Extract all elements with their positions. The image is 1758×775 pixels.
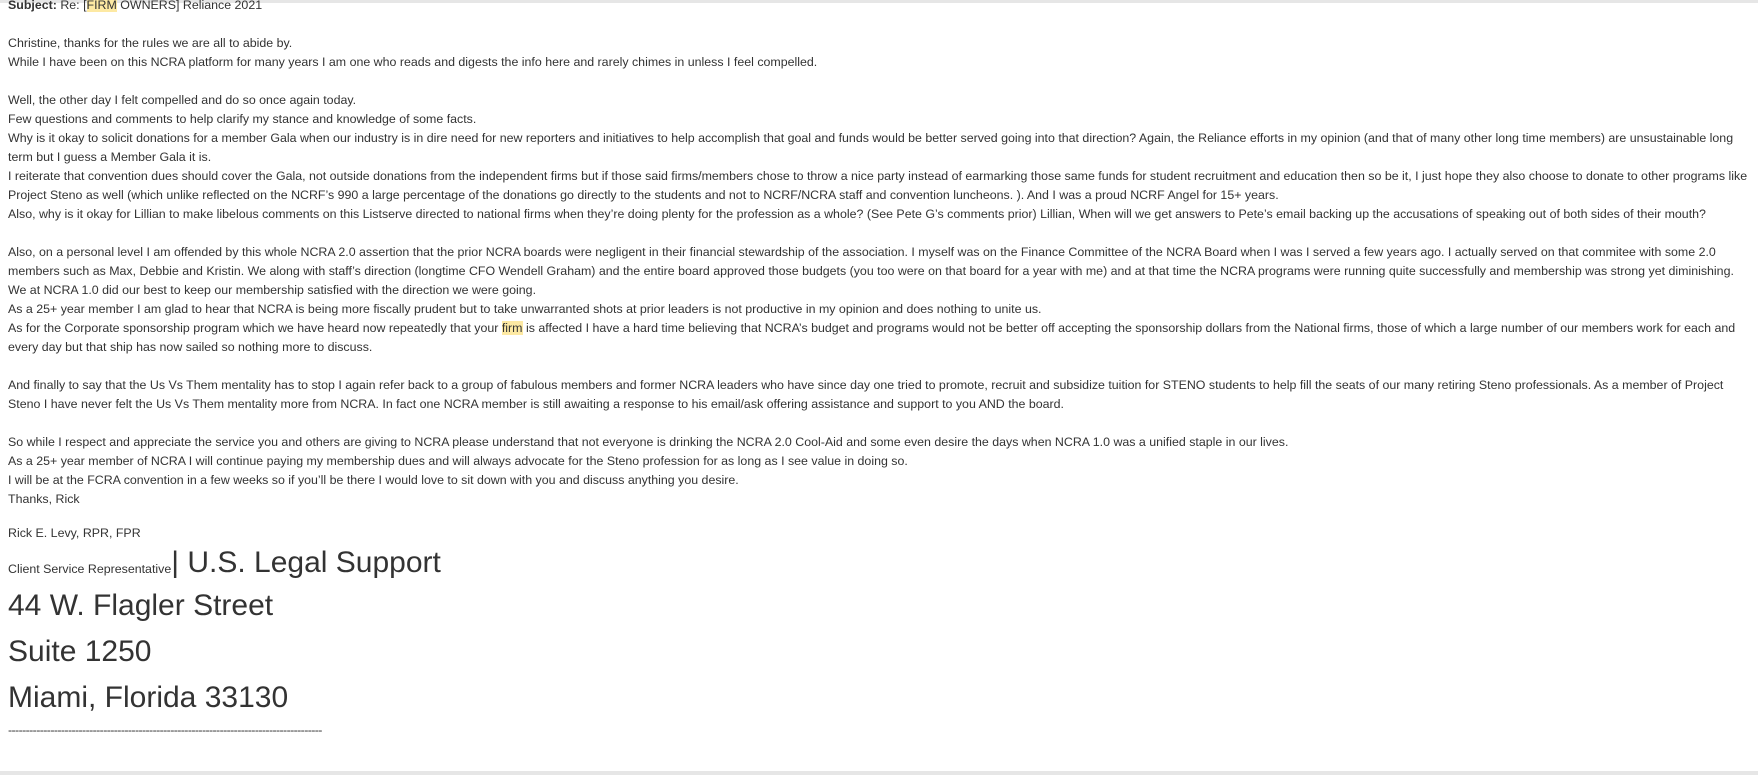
body-paragraph: Why is it okay to solicit donations for a member Gala when our industry is in dire need for new reporters and initiatives to help accomplish that goal and funds would be better served going into that direction? Again, the Reliance efforts in my opinion (and that of many other long time members) are unsustainable long term but I guess a Member Gala it is.	[8, 131, 1734, 164]
body-paragraph: Also, why is it okay for Lillian to make libelous comments on this Listserve directed to national firms when they’re doing plenty for the profession as a whole? (See Pete G’s comments prior) Lillian, When will we get answers to Pete’s email backing up the accusations of speaking out of both sides of their mouth?	[8, 207, 1706, 221]
body-line: Well, the other day I felt compelled and do so once again today.	[8, 93, 357, 107]
body-paragraph: Also, on a personal level I am offended by this whole NCRA 2.0 assertion that the prior NCRA boards were negligent in their financial stewardship of the association. I myself was on the Finance Committee of the NCRA Board when I was I served a few years ago. I actually served on that commitee with some 2.0 members such as Max, Debbie and Kristin. We along with staff’s direction (longtime CFO Wendell Graham) and the entire board approved those budgets (you too were on that board for a year with me) and at that time the NCRA programs were running quite successfully and membership was strong yet diminishing. We at NCRA 1.0 did our best to keep our membership satisfied with the direction we were going.	[8, 245, 1734, 297]
signature-name: Rick E. Levy, RPR, FPR	[8, 526, 141, 540]
body-text: As for the Corporate sponsorship program which we have heard now repeatedly that your	[8, 321, 502, 335]
body-line: While I have been on this NCRA platform for many years I am one who reads and digests the info here and rarely chimes in unless I feel compelled.	[8, 55, 818, 69]
body-line: So while I respect and appreciate the service you and others are giving to NCRA please understand that not everyone is drinking the NCRA 2.0 Cool-Aid and some even desire the days when NCRA 1.0 was a unified staple in our lives.	[8, 435, 1289, 449]
body-paragraph: I reiterate that convention dues should cover the Gala, not outside donations from the independent firms but if those said firms/members chose to throw a nice party instead of earmarking those same funds for student recruitment and education then so be it, I just hope they also choose to donate to other programs like Project Steno as well (which unlike reflected on the NCRF’s 990 a large percentage of the donations go directly to the students and not to NCRF/NCRA staff and convention luncheons. ). And I was a proud NCRF Angel for 15+ years.	[8, 169, 1748, 202]
body-line: Christine, thanks for the rules we are all to abide by.	[8, 36, 293, 50]
body-paragraph: And finally to say that the Us Vs Them mentality has to stop I again refer back to a group of fabulous members and former NCRA leaders who have since day one tried to promote, recruit and subsidize tuition for STENO students to help fill the seats of our many retiring Steno professionals. As a member of Project Steno I have never felt the Us Vs Them mentality more from NCRA. In fact one NCRA member is still awaiting a response to his email/ask offering assistance and support to you AND the board.	[8, 378, 1724, 411]
signature-role: Client Service Representative	[8, 562, 172, 576]
body-paragraph	[8, 319, 1753, 357]
body-line: As a 25+ year member of NCRA I will continue paying my membership dues and will always advocate for the Steno profession for as long as I see value in doing so.	[8, 454, 908, 468]
body-line: As a 25+ year member I am glad to hear that NCRA is being more fiscally prudent but to take unwarranted shots at prior leaders is not productive in my opinion and does nothing to unite us.	[8, 302, 1042, 316]
blank-line	[8, 72, 1753, 91]
blank-line	[8, 224, 1753, 243]
signature-address-street: 44 W. Flagler Street	[8, 589, 274, 622]
signature-address-city: Miami, Florida 33130	[8, 681, 289, 714]
email-body	[8, 0, 1753, 737]
signature-divider: -----------------------------------------------------------------------------------------	[8, 723, 322, 737]
subject-line	[8, 0, 1753, 15]
blank-line	[8, 414, 1753, 433]
search-highlight: firm	[501, 321, 523, 335]
subject-prefix: Re: [	[60, 0, 87, 12]
blank-line	[8, 357, 1753, 376]
signature-role-row	[8, 543, 1753, 583]
subject-label: Subject:	[8, 0, 57, 12]
signature-company: | U.S. Legal Support	[171, 546, 441, 579]
body-line: Few questions and comments to help clarify my stance and knowledge of some facts.	[8, 112, 477, 126]
body-line: I will be at the FCRA convention in a few weeks so if you’ll be there I would love to sit down with you and discuss anything you desire.	[8, 473, 739, 487]
search-highlight: FIRM	[86, 0, 117, 12]
sign-off: Thanks, Rick	[8, 492, 80, 506]
body-text: is affected I have a hard time believing that NCRA’s budget and programs would not be better off accepting the sponsorship dollars from the National firms, those of which a large number of our members work for each and every day but that ship has now sailed so nothing more to discuss.	[8, 321, 1736, 354]
signature-address-suite: Suite 1250	[8, 635, 152, 668]
subject-suffix: OWNERS] Reliance 2021	[116, 0, 263, 12]
blank-line	[8, 15, 1753, 34]
bottom-divider	[0, 771, 1758, 775]
